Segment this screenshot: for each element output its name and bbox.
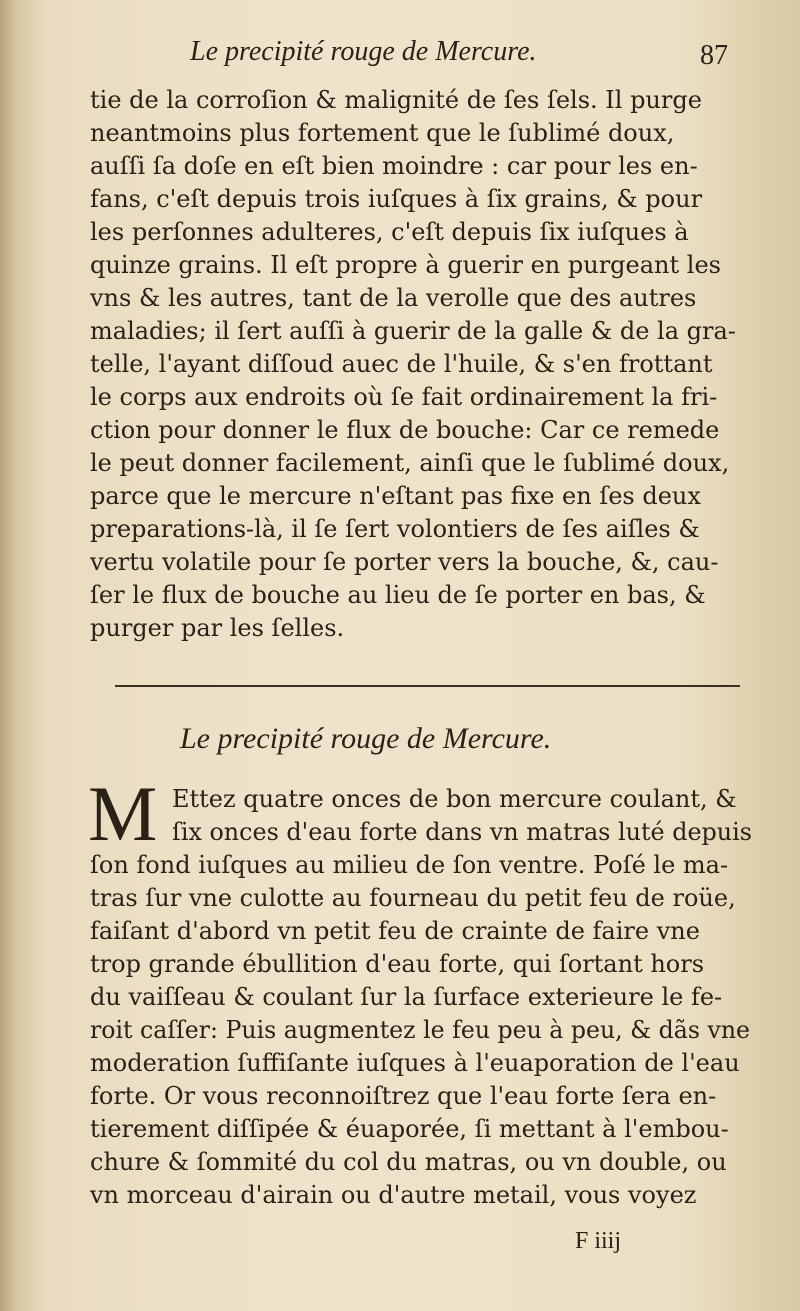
text-line: neantmoins plus fortement que le ſublimé doux, xyxy=(90,119,675,147)
drop-cap: M xyxy=(88,770,158,857)
page-number: 87 xyxy=(700,40,728,71)
running-header: Le precipité rouge de Mercure. xyxy=(190,36,537,67)
text-line: quinze grains. Il eſt propre à guerir en purgeant les xyxy=(90,251,721,279)
text-line: tie de la corroſion & malignité de ſes ſels. Il purge xyxy=(90,86,702,114)
text-line: trop grande ébullition d'eau forte, qui ſortant hors xyxy=(90,950,705,978)
text-line: Ettez quatre onces de bon mercure coulant, & xyxy=(172,785,737,813)
text-line: les perſonnes adulteres, c'eſt depuis ſix iuſques à xyxy=(90,218,689,246)
text-line: tras ſur vne culotte au fourneau du petit feu de roüe, xyxy=(90,884,736,912)
text-line: vertu volatile pour ſe porter vers la bouche, &, cau- xyxy=(90,548,719,576)
text-line: maladies; il ſert auſſi à guerir de la galle & de la gra- xyxy=(90,317,736,345)
text-line: vn morceau d'airain ou d'autre metail, vous voyez xyxy=(90,1181,697,1209)
text-line: ſix onces d'eau forte dans vn matras luté depuis xyxy=(172,818,752,846)
text-line: tierement diſſipée & éuaporée, ſi mettant à l'embou- xyxy=(90,1115,729,1143)
text-line: chure & ſommité du col du matras, ou vn double, ou xyxy=(90,1148,727,1176)
text-line: ction pour donner le flux de bouche: Car ce remede xyxy=(90,416,720,444)
section-title: Le precipité rouge de Mercure. xyxy=(180,722,552,755)
text-line: parce que le mercure n'eſtant pas fixe en ſes deux xyxy=(90,482,701,510)
text-line: moderation ſuffiſante iuſques à l'euaporation de l'eau xyxy=(90,1049,740,1077)
text-line: roit caſſer: Puis augmentez le feu peu à peu, & dãs vne xyxy=(90,1016,750,1044)
text-line: ſon fond iuſques au milieu de ſon ventre. Poſé le ma- xyxy=(90,851,729,879)
text-line: ſer le flux de bouche au lieu de ſe porter en bas, & xyxy=(90,581,706,609)
text-line: du vaiſſeau & coulant ſur la ſurface exterieure le fe- xyxy=(90,983,723,1011)
text-line: purger par les ſelles. xyxy=(90,614,345,642)
signature-mark: F iiij xyxy=(575,1228,622,1254)
text-line: le peut donner facilement, ainſi que le ſublimé doux, xyxy=(90,449,730,477)
text-line: vns & les autres, tant de la verolle que des autres xyxy=(90,284,697,312)
text-line: preparations-là, il ſe ſert volontiers de ſes aiſles & xyxy=(90,515,700,543)
section-divider xyxy=(115,685,740,687)
page-gutter xyxy=(0,0,20,1311)
text-line: telle, l'ayant diſſoud auec de l'huile, & s'en frottant xyxy=(90,350,713,378)
text-line: auſſi ſa doſe en eſt bien moindre : car pour les en- xyxy=(90,152,698,180)
text-line: le corps aux endroits où ſe fait ordinairement la fri- xyxy=(90,383,718,411)
text-line: fans, c'eſt depuis trois iuſques à ſix grains, & pour xyxy=(90,185,703,213)
text-line: forte. Or vous reconnoiſtrez que l'eau forte ſera en- xyxy=(90,1082,717,1110)
text-line: faiſant d'abord vn petit feu de crainte de faire vne xyxy=(90,917,700,945)
